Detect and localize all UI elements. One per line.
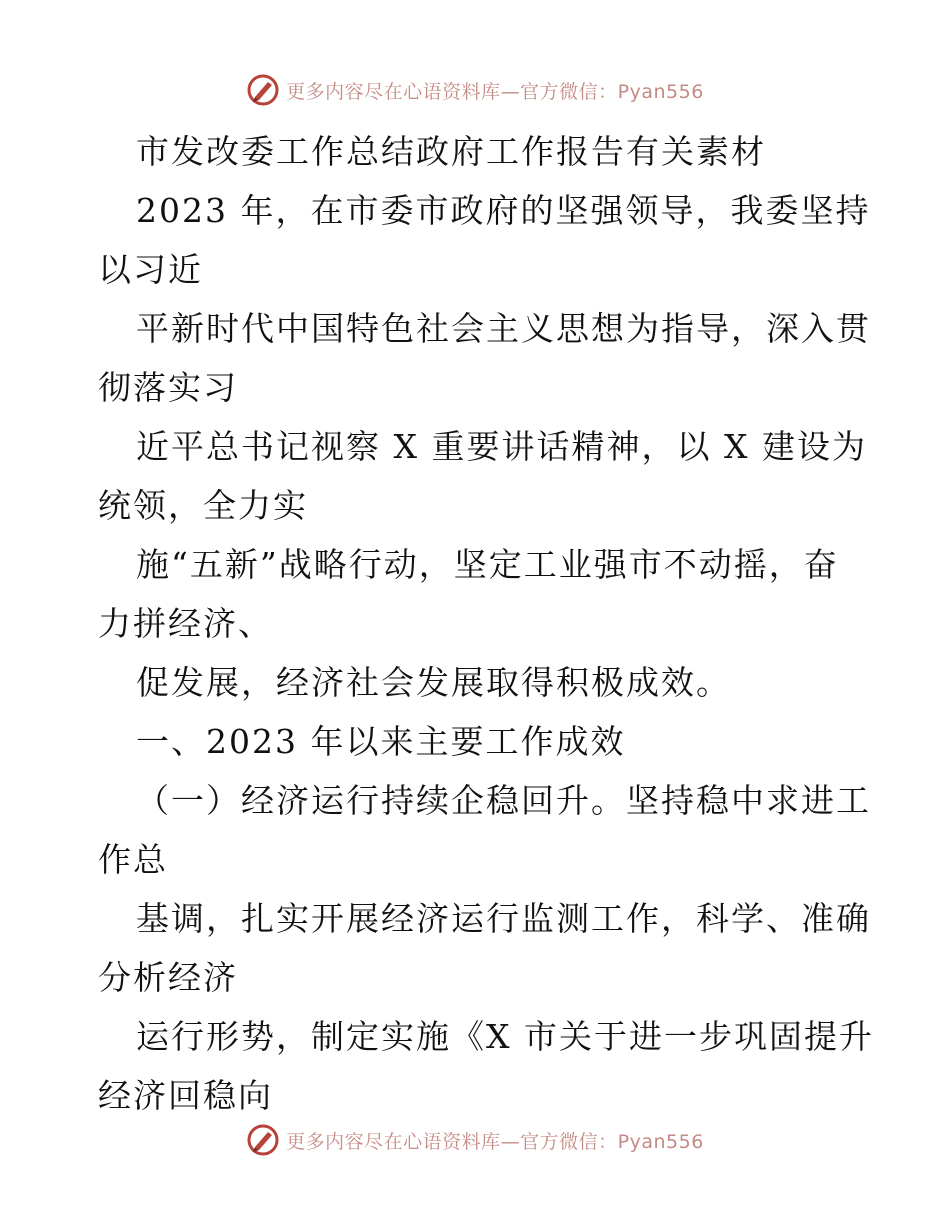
document-title: 市发改委工作总结政府工作报告有关素材 [136, 132, 766, 171]
paragraph-line: 彻落实习 [98, 368, 238, 407]
paragraph-line: 2023 年，在市委市政府的坚强领导，我委坚持 [136, 191, 871, 230]
paragraph-line: 促发展，经济社会发展取得积极成效。 [136, 663, 731, 702]
paragraph-line: 平新时代中国特色社会主义思想为指导，深入贯 [136, 309, 871, 348]
paragraph-line: 施“五新”战略行动，坚定工业强市不动摇，奋 [136, 545, 839, 584]
paragraph-line: 统领，全力实 [98, 486, 308, 525]
document-body [98, 122, 874, 1125]
paragraph-line: 基调，扎实开展经济运行监测工作，科学、准确 [136, 899, 871, 938]
paragraph-line: 近平总书记视察 X 重要讲话精神，以 X 建设为 [136, 427, 867, 466]
paragraph-line: 运行形势，制定实施《X 市关于进一步巩固提升 [136, 1017, 874, 1056]
header-watermark-text: 更多内容尽在心语资料库—官方微信：Pyan556 [286, 80, 704, 103]
paragraph-line: 分析经济 [98, 958, 238, 997]
paragraph-line: 经济回稳向 [98, 1076, 273, 1115]
paragraph-line: 以习近 [98, 250, 203, 289]
paragraph-line: （一）经济运行持续企稳回升。坚持稳中求进工 [136, 781, 871, 820]
section-heading: 一、2023 年以来主要工作成效 [136, 722, 626, 761]
paragraph-line: 力拼经济、 [98, 604, 273, 643]
pen-logo-icon [246, 1123, 280, 1157]
footer-watermark-text: 更多内容尽在心语资料库—官方微信：Pyan556 [286, 1130, 704, 1153]
paragraph-line: 作总 [98, 840, 168, 879]
header-watermark-banner [0, 70, 950, 110]
pen-logo-icon [246, 73, 280, 107]
footer-watermark-banner [0, 1120, 950, 1160]
